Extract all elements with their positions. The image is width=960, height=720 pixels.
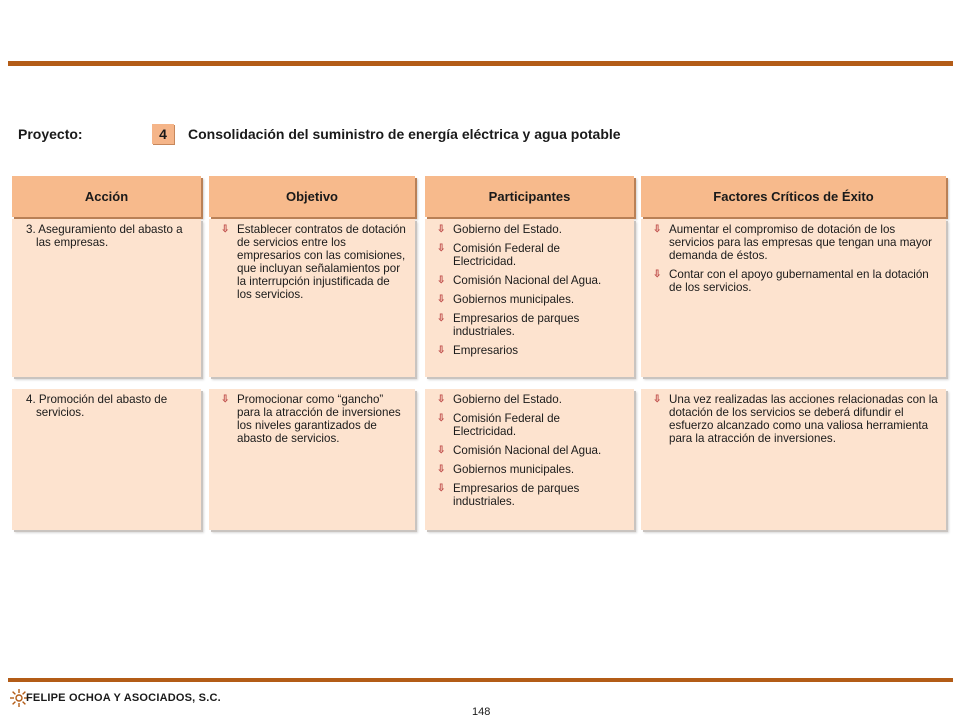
project-title-row xyxy=(18,126,948,146)
project-title: Consolidación del suministro de energía eléctrica y agua potable xyxy=(188,126,621,142)
bullet-arrow-icon: ⇩ xyxy=(437,345,446,356)
bullet-text: Comisión Federal de Electricidad. xyxy=(453,242,560,268)
bullet-item xyxy=(433,274,626,287)
bullet-text: Empresarios xyxy=(453,344,519,357)
row2-participantes-cell xyxy=(425,389,634,530)
bullet-arrow-icon: ⇩ xyxy=(653,269,662,280)
bullet-item xyxy=(217,393,407,445)
bullet-item xyxy=(433,293,626,306)
header-participantes: Participantes xyxy=(425,176,634,217)
row1-factores-list xyxy=(641,219,946,294)
bottom-rule xyxy=(8,678,953,682)
bullet-arrow-icon: ⇩ xyxy=(437,413,446,424)
bullet-arrow-icon: ⇩ xyxy=(437,275,446,286)
row1-participantes-cell xyxy=(425,219,634,377)
bullet-arrow-icon: ⇩ xyxy=(653,224,662,235)
bullet-item xyxy=(433,412,626,438)
bullet-arrow-icon: ⇩ xyxy=(437,394,446,405)
header-factores: Factores Críticos de Éxito xyxy=(641,176,946,217)
project-number-badge: 4 xyxy=(152,124,174,144)
header-accion: Acción xyxy=(12,176,201,217)
bullet-arrow-icon: ⇩ xyxy=(437,243,446,254)
bullet-arrow-icon: ⇩ xyxy=(221,224,230,235)
bullet-arrow-icon: ⇩ xyxy=(437,224,446,235)
row2-accion-text: 4. Promoción del abasto de servicios. xyxy=(26,393,168,419)
bullet-item xyxy=(433,393,626,406)
bullet-item xyxy=(217,223,407,301)
bullet-text: Gobierno del Estado. xyxy=(453,393,562,406)
bullet-item xyxy=(649,223,938,262)
bullet-text: Gobiernos municipales. xyxy=(453,463,575,476)
bullet-arrow-icon: ⇩ xyxy=(653,394,662,405)
bullet-text: Comisión Nacional del Agua. xyxy=(453,444,602,457)
bullet-text: Gobiernos municipales. xyxy=(453,293,575,306)
bullet-text: Comisión Nacional del Agua. xyxy=(453,274,602,287)
bullet-text: Gobierno del Estado. xyxy=(453,223,562,236)
bullet-arrow-icon: ⇩ xyxy=(437,294,446,305)
project-label: Proyecto: xyxy=(18,126,83,142)
bullet-text: Una vez realizadas las acciones relacionadas con la dotación de los servicios se deberá difundir el esfuerzo alcanzado como una valiosa herramienta para la atracción de inversiones. xyxy=(669,393,938,445)
bullet-item xyxy=(433,312,626,338)
bullet-item xyxy=(433,444,626,457)
row2-objetivo-cell xyxy=(209,389,415,530)
row1-objetivo-cell xyxy=(209,219,415,377)
bullet-arrow-icon: ⇩ xyxy=(437,445,446,456)
bullet-text: Empresarios de parques industriales. xyxy=(453,312,580,338)
row2-accion-cell xyxy=(12,389,201,530)
row2-participantes-list xyxy=(425,389,634,508)
bullet-text: Aumentar el compromiso de dotación de los servicios para las empresas que tengan una mayor demanda de éstos. xyxy=(669,223,932,262)
footer-company-name: FELIPE OCHOA Y ASOCIADOS, S.C. xyxy=(26,692,221,704)
bullet-item xyxy=(433,482,626,508)
row1-participantes-list xyxy=(425,219,634,357)
bullet-text: Comisión Federal de Electricidad. xyxy=(453,412,560,438)
row2-objetivo-list xyxy=(209,389,415,445)
bullet-item xyxy=(433,344,626,357)
bullet-item xyxy=(649,268,938,294)
bullet-arrow-icon: ⇩ xyxy=(221,394,230,405)
bullet-arrow-icon: ⇩ xyxy=(437,483,446,494)
bullet-item xyxy=(649,393,938,445)
bullet-text: Establecer contratos de dotación de servicios entre los empresarios con las comisiones, que incluyan señalamientos por la interrupción injustificada de los servicios. xyxy=(237,223,406,301)
row2-factores-list xyxy=(641,389,946,445)
row1-objetivo-list xyxy=(209,219,415,301)
bullet-text: Contar con el apoyo gubernamental en la dotación de los servicios. xyxy=(669,268,929,294)
header-objetivo: Objetivo xyxy=(209,176,415,217)
bullet-item xyxy=(433,463,626,476)
row1-factores-cell xyxy=(641,219,946,377)
bullet-text: Empresarios de parques industriales. xyxy=(453,482,580,508)
bullet-text: Promocionar como “gancho” para la atracción de inversiones los niveles garantizados de abasto de servicios. xyxy=(237,393,401,445)
row1-accion-cell xyxy=(12,219,201,377)
bullet-item xyxy=(433,242,626,268)
top-rule xyxy=(8,61,953,66)
row2-factores-cell xyxy=(641,389,946,530)
bullet-item xyxy=(433,223,626,236)
bullet-arrow-icon: ⇩ xyxy=(437,464,446,475)
page-number: 148 xyxy=(472,706,491,718)
bullet-arrow-icon: ⇩ xyxy=(437,313,446,324)
row1-accion-text: 3. Aseguramiento del abasto a las empresas. xyxy=(26,223,183,249)
